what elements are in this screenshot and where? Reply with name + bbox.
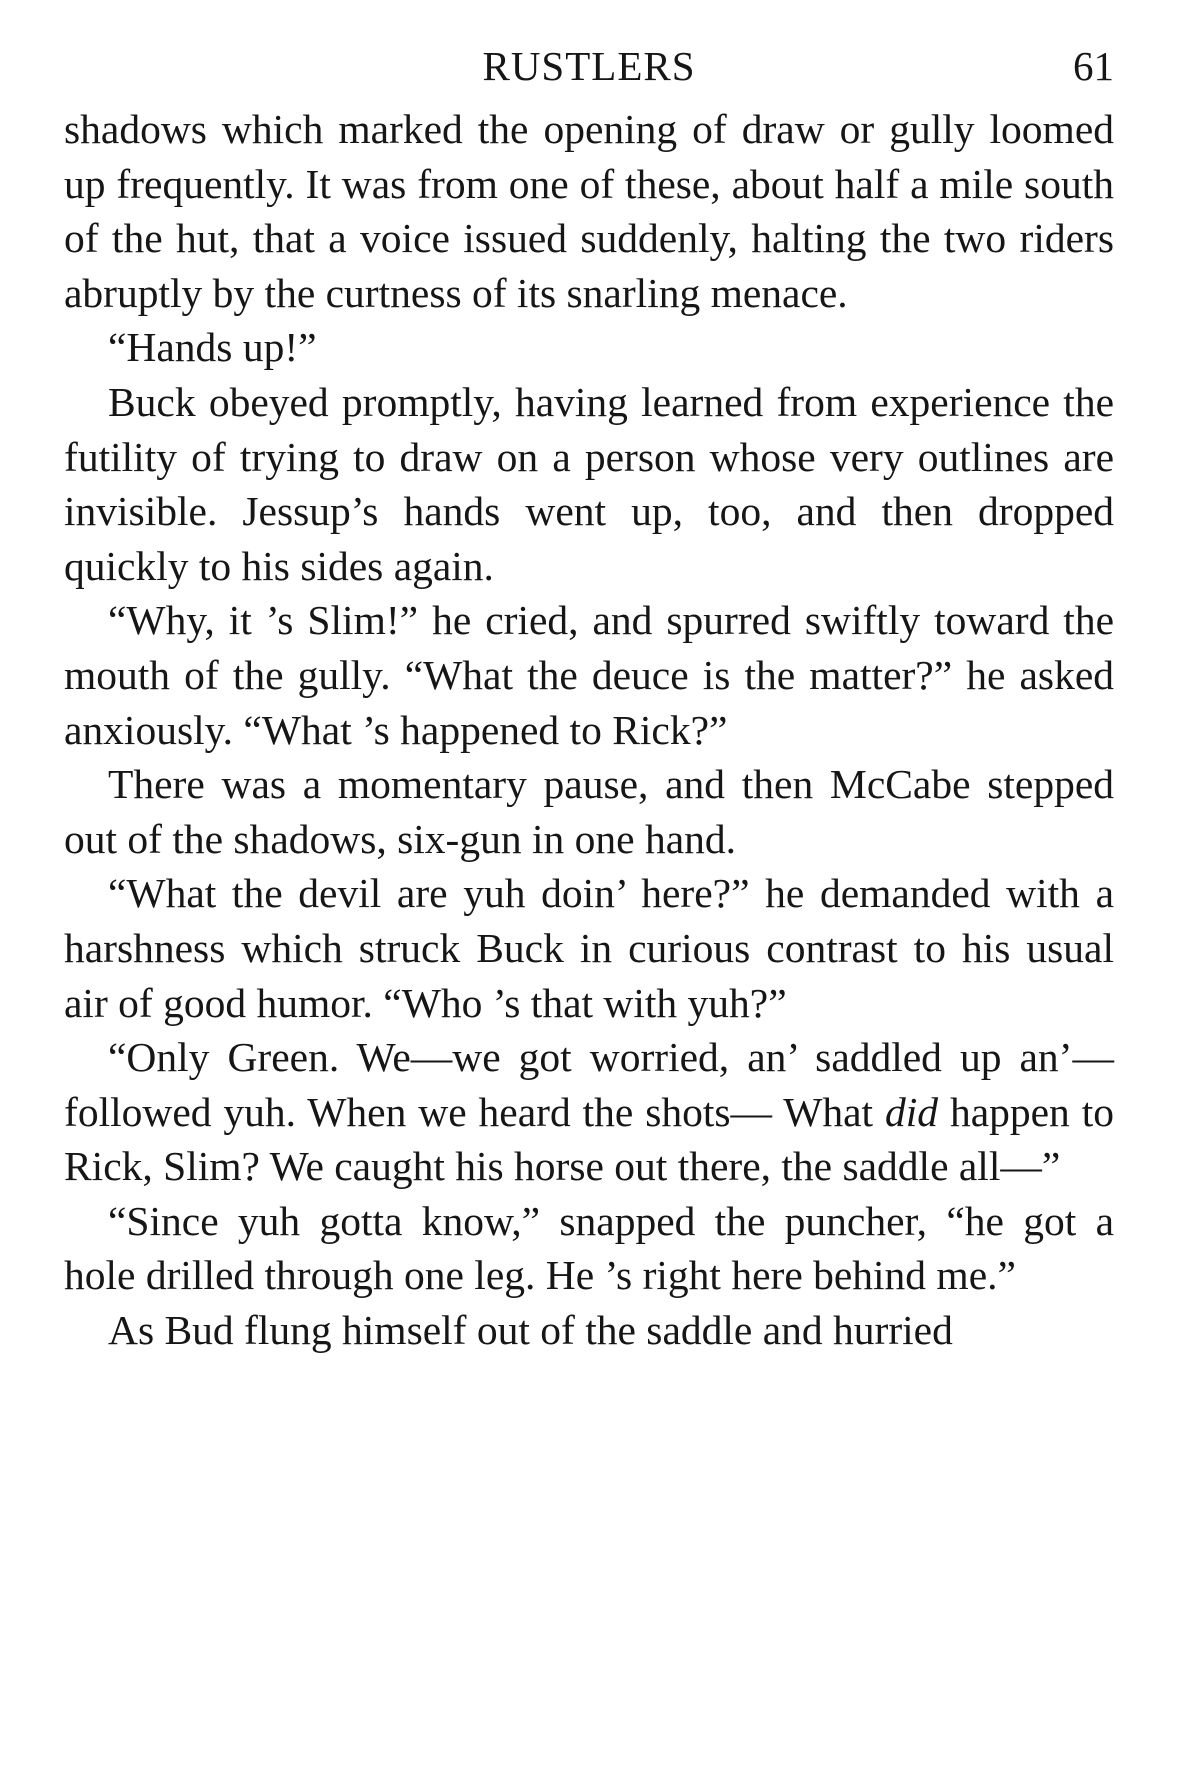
page-number: 61 [1073,43,1114,89]
paragraph-text: “What the devil are yuh doin’ here?” he demanded with a harshness which struck Buck in curious contrast to his usual air of good humor. “Who ’s that with yuh?” [64,870,1114,1026]
paragraph [64,320,1114,375]
paragraph-text: Buck obeyed promptly, having learned from experience the futility of trying to draw on a person whose very outlines are invisible. Jessup’s hands went up, too, and then dropped quickly to his sides again. [64,378,1114,589]
paragraph-text: As Bud flung himself out of the saddle and hurried [108,1307,953,1354]
paragraph-text: There was a momentary pause, and then McCabe stepped out of the shadows, six-gun in one hand. [64,761,1114,862]
paragraph [64,1194,1114,1303]
paragraph [64,1303,1114,1358]
paragraph-text: “Only Green. We—we got worried, an’ saddled up an’—followed yuh. When we heard the shots— What [64,1034,1114,1135]
paragraph-text: “Hands up!” [108,324,317,371]
book-page [64,40,1114,1358]
running-head [64,40,1114,92]
emphasis-text: did [885,1088,939,1135]
paragraph [64,593,1114,757]
paragraph [64,757,1114,866]
paragraph-text: shadows which marked the opening of draw or gully loomed up frequently. It was from one of these, about half a mile south of the hut, that a voice issued suddenly, halting the two riders abruptly by the curtness of its snarling menace. [64,106,1114,316]
paragraph-text: happen to Rick, Slim? We caught his horse out there, the saddle all—” [64,1088,1114,1190]
body-text [64,102,1114,1358]
paragraph [64,1030,1114,1194]
paragraph-text: “Why, it ’s Slim!” he cried, and spurred swiftly toward the mouth of the gully. “What the deuce is the matter?” he asked anxiously. “What ’s happened to Rick?” [64,597,1114,753]
running-title: RUSTLERS [482,43,696,89]
paragraph [64,102,1114,320]
paragraph [64,866,1114,1030]
paragraph-text: “Since yuh gotta know,” snapped the puncher, “he got a hole drilled through one leg. He ’s right here behind me.” [64,1197,1114,1299]
paragraph [64,375,1114,593]
